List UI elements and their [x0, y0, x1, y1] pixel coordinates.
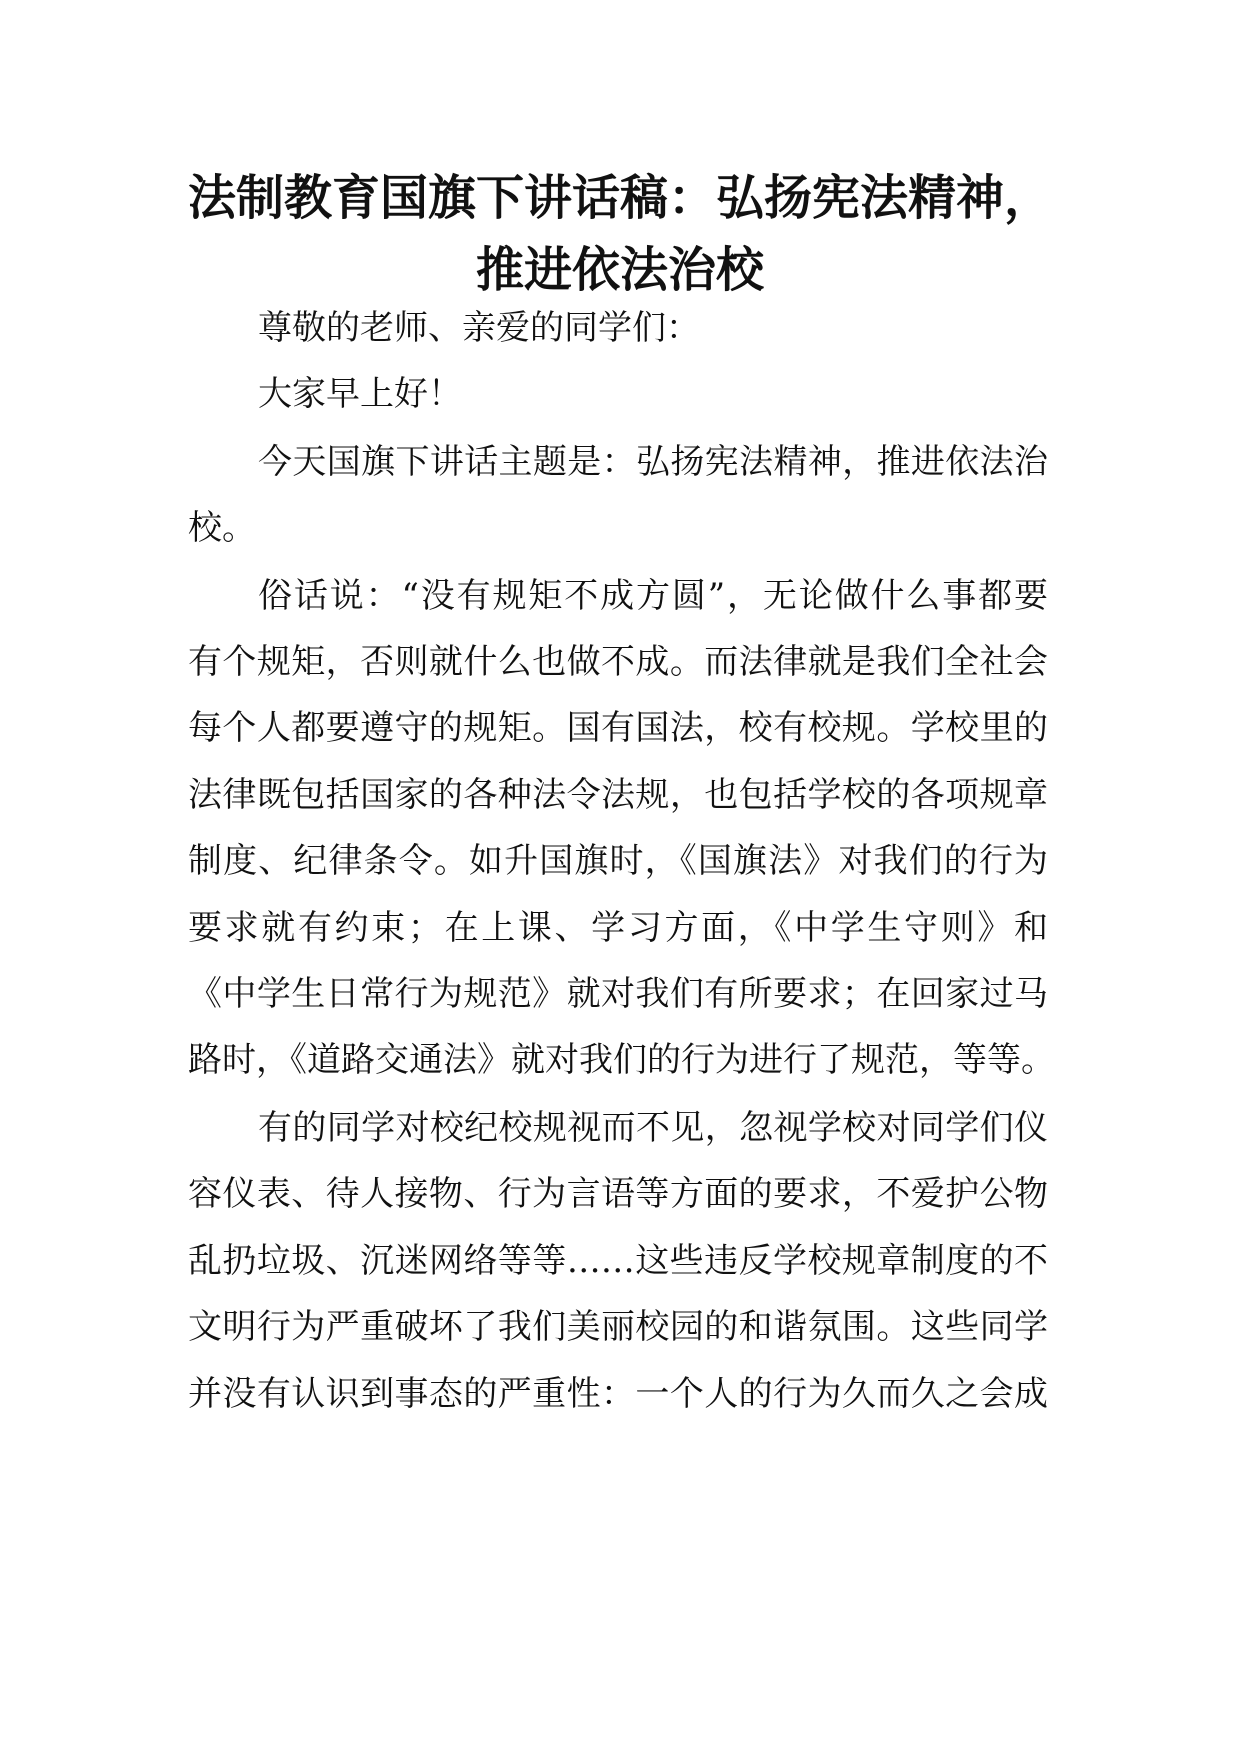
paragraph-line: 今天国旗下讲话主题是：弘扬宪法精神，推进依法治 — [258, 442, 1048, 482]
paragraph-line: 文明行为严重破坏了我们美丽校园的和谐氛围。这些同学 — [188, 1307, 1048, 1347]
paragraph-line: 要求就有约束；在上课、学习方面，《中学生守则》和 — [188, 908, 1048, 948]
morning-greeting-line: 大家早上好！ — [258, 374, 462, 414]
paragraph-line: 校。 — [188, 508, 256, 548]
paragraph-line: 法律既包括国家的各种法令法规，也包括学校的各项规章 — [188, 775, 1048, 815]
paragraph-line: 有的同学对校纪校规视而不见，忽视学校对同学们仪 — [258, 1108, 1048, 1148]
document-title-line-2: 推进依法治校 — [475, 242, 764, 298]
paragraph-line: 制度、纪律条令。如升国旗时，《国旗法》对我们的行为 — [188, 841, 1048, 881]
document-title-line-1: 法制教育国旗下讲话稿：弘扬宪法精神， — [187, 170, 1052, 226]
paragraph-line: 俗话说：“没有规矩不成方圆”，无论做什么事都要 — [258, 576, 1048, 616]
paragraph-line: 每个人都要遵守的规矩。国有国法，校有校规。学校里的 — [188, 708, 1048, 748]
paragraph-line: 容仪表、待人接物、行为言语等方面的要求，不爱护公物 — [188, 1174, 1048, 1214]
paragraph-line: 《中学生日常行为规范》就对我们有所要求；在回家过马 — [188, 974, 1048, 1014]
paragraph-line: 并没有认识到事态的严重性：一个人的行为久而久之会成 — [188, 1374, 1048, 1414]
greeting-line: 尊敬的老师、亲爱的同学们： — [258, 308, 700, 348]
paragraph-line: 乱扔垃圾、沉迷网络等等……这些违反学校规章制度的不 — [188, 1241, 1048, 1281]
paragraph-line: 路时，《道路交通法》就对我们的行为进行了规范，等等。 — [188, 1040, 1055, 1080]
paragraph-line: 有个规矩，否则就什么也做不成。而法律就是我们全社会 — [188, 642, 1048, 682]
